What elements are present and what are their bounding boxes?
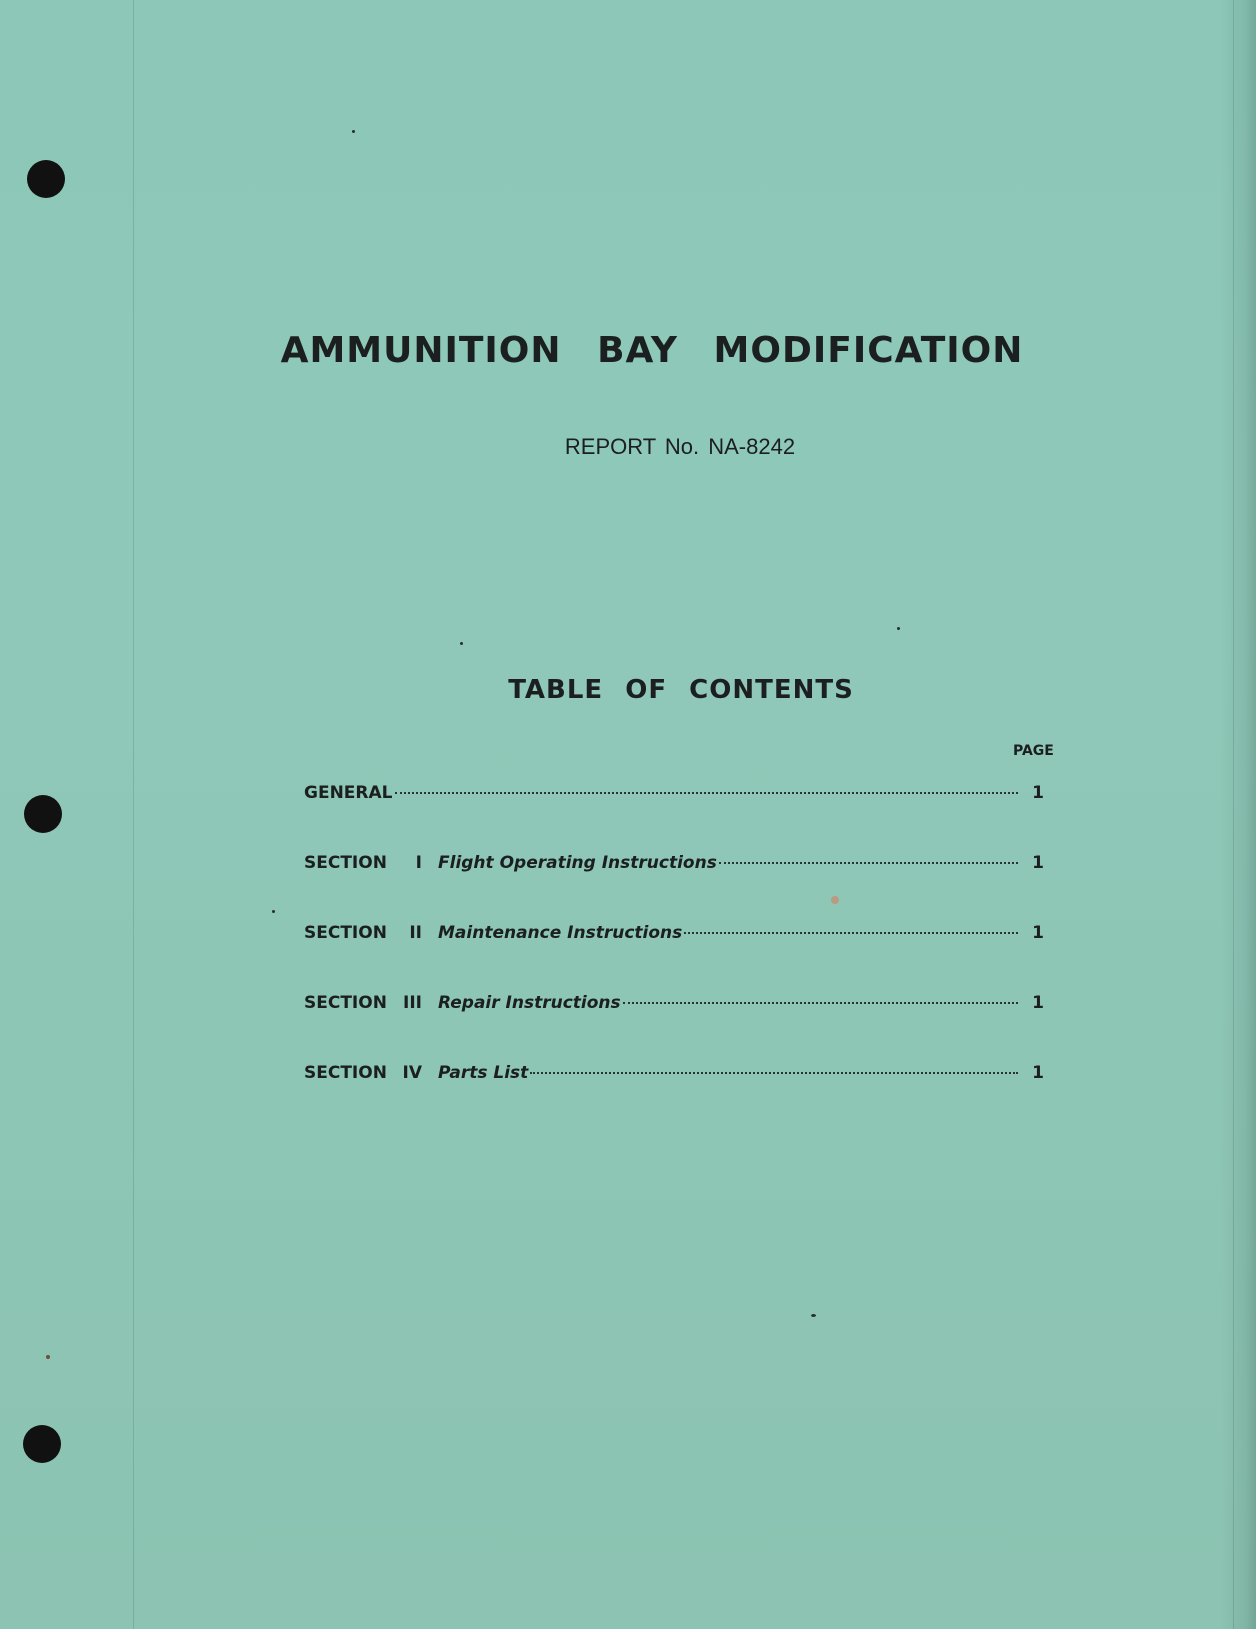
toc-entry-page: 1 [1032, 1063, 1044, 1083]
section-word: SECTION [304, 923, 387, 943]
toc-entry-label: Flight Operating Instructions [438, 853, 717, 873]
page-column-heading: PAGE [1013, 743, 1054, 759]
paper-speck [811, 1314, 816, 1317]
toc-entry-section-2[interactable] [304, 923, 1044, 949]
leader-dots [623, 1002, 1018, 1004]
leader-dots [684, 932, 1018, 934]
toc-heading: TABLE OF CONTENTS [508, 675, 854, 705]
toc-entry-section-1[interactable] [304, 853, 1044, 879]
section-numeral: I [415, 853, 422, 873]
leader-dots [395, 792, 1019, 794]
toc-section-number [304, 853, 438, 873]
toc-entry-section-4[interactable] [304, 1063, 1044, 1089]
toc-entry-page: 1 [1032, 993, 1044, 1013]
leader-dots [530, 1072, 1018, 1074]
toc-section-number [304, 1063, 438, 1083]
punch-hole-top [27, 160, 65, 198]
paper-speck [46, 1355, 50, 1359]
paper-speck [897, 627, 900, 630]
document-title: AMMUNITION BAY MODIFICATION [280, 330, 1024, 371]
paper-speck [460, 642, 463, 645]
section-word: SECTION [304, 853, 387, 873]
leader-dots [719, 862, 1018, 864]
section-numeral: IV [402, 1063, 422, 1083]
toc-entry-page: 1 [1032, 853, 1044, 873]
punch-hole-bottom [23, 1425, 61, 1463]
paper-crease [133, 0, 134, 1629]
paper-stain [831, 896, 839, 904]
paper-speck [352, 130, 355, 133]
toc-entry-section-3[interactable] [304, 993, 1044, 1019]
toc-section-number [304, 993, 438, 1013]
paper-speck [272, 910, 275, 913]
report-number: REPORT No. NA-8242 [564, 434, 796, 459]
toc-entry-label: Parts List [438, 1063, 529, 1083]
section-numeral: III [403, 993, 422, 1013]
toc-section-number [304, 923, 438, 943]
section-word: SECTION [304, 1063, 387, 1083]
toc-entry-label: Maintenance Instructions [438, 923, 683, 943]
toc-entry-page: 1 [1032, 923, 1044, 943]
punch-hole-middle [24, 795, 62, 833]
section-numeral: II [409, 923, 422, 943]
toc-entry-page: 1 [1032, 783, 1044, 803]
toc-entry-label: Repair Instructions [438, 993, 621, 1013]
section-word: SECTION [304, 993, 387, 1013]
toc-entry-general[interactable] [304, 783, 1044, 809]
toc-entry-label: GENERAL [304, 783, 393, 803]
paper-edge-shadow [1220, 0, 1256, 1629]
